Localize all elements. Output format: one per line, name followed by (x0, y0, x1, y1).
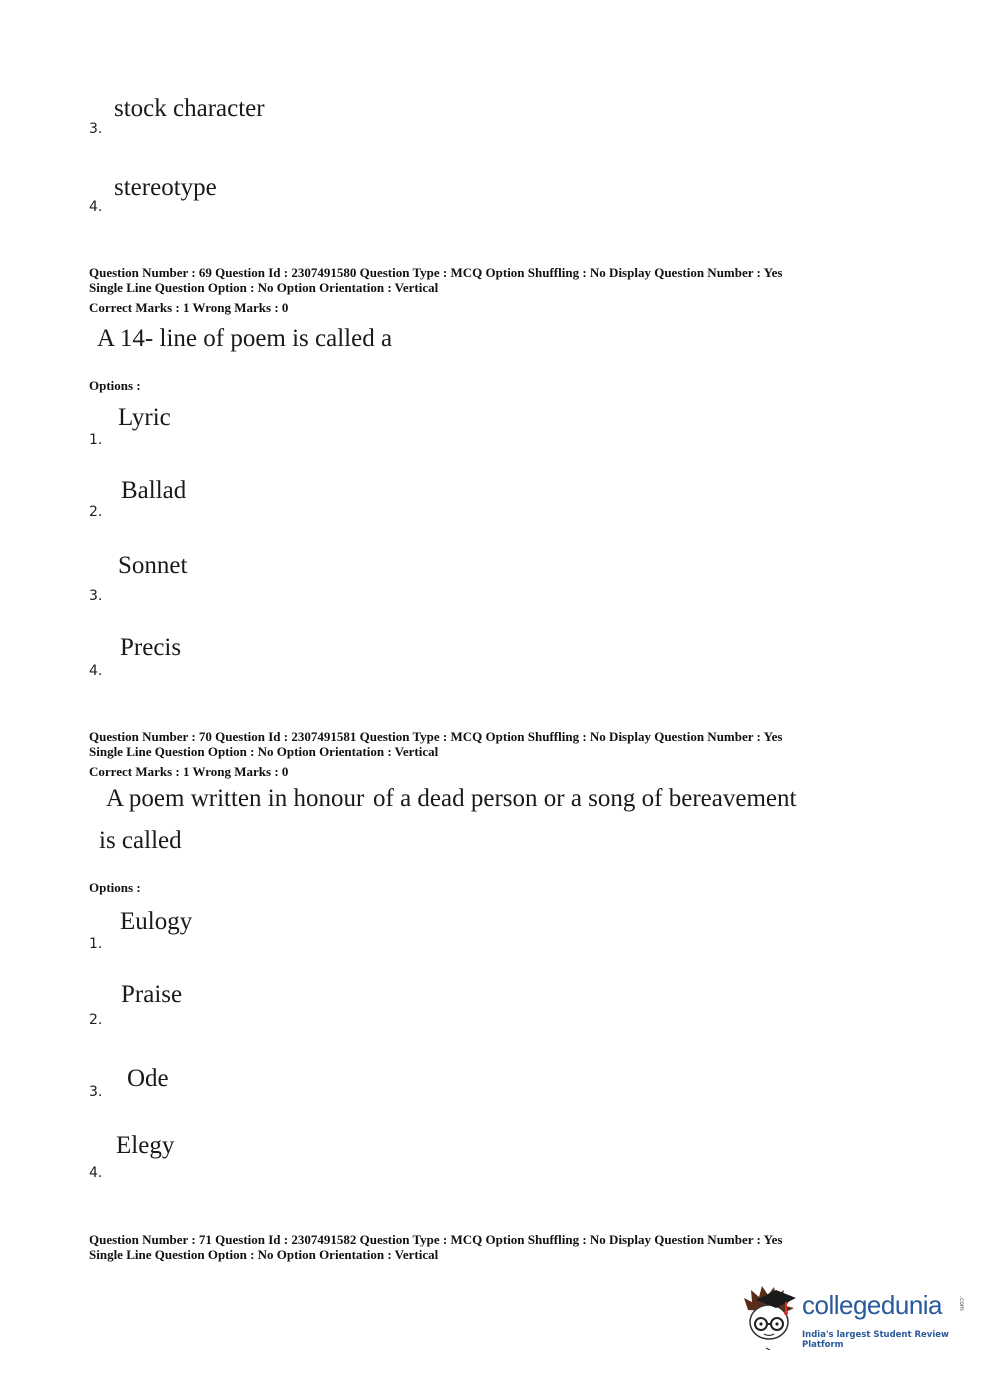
question-meta-line2: Single Line Question Option : No Option Orientation : Vertical (89, 1247, 439, 1262)
option-text: Ballad (121, 477, 187, 504)
option-text: Elegy (116, 1132, 175, 1159)
logo-com: .com (958, 1296, 965, 1311)
option-text: Lyric (118, 404, 171, 431)
mascot-icon (742, 1284, 800, 1350)
question-text-part1: A poem written in honour (106, 785, 365, 812)
option-text: stereotype (114, 174, 217, 201)
question-meta-line1: Question Number : 70 Question Id : 2307491581 Question Type : MCQ Option Shuffling : No Display Question Number : Yes (89, 729, 783, 744)
question-text: A 14- line of poem is called a (97, 325, 393, 352)
option-number: 4. (89, 199, 103, 215)
option-number: 1. (89, 936, 103, 952)
option-text: Praise (121, 981, 183, 1008)
option-number: 3. (89, 588, 103, 604)
option-text: Sonnet (118, 552, 188, 579)
option-number: 3. (89, 1084, 103, 1100)
options-label: Options : (89, 880, 141, 895)
option-text: stock character (114, 95, 265, 122)
option-text: Precis (120, 634, 182, 661)
collegedunia-logo (742, 1284, 972, 1354)
options-label: Options : (89, 378, 141, 393)
option-number: 2. (89, 1012, 103, 1028)
logo-tagline: India's largest Student Review Platform (802, 1330, 949, 1350)
question-meta-line1: Question Number : 71 Question Id : 2307491582 Question Type : MCQ Option Shuffling : No Display Question Number : Yes (89, 1232, 783, 1247)
option-number: 1. (89, 432, 103, 448)
question-meta-line1: Question Number : 69 Question Id : 2307491580 Question Type : MCQ Option Shuffling : No Display Question Number : Yes (89, 265, 783, 280)
question-marks: Correct Marks : 1 Wrong Marks : 0 (89, 300, 289, 315)
question-text-part2: of a dead person or a song of bereavement (373, 785, 797, 812)
question-meta-line2: Single Line Question Option : No Option Orientation : Vertical (89, 744, 439, 759)
question-meta-line2: Single Line Question Option : No Option Orientation : Vertical (89, 280, 439, 295)
option-number: 2. (89, 504, 103, 520)
question-marks: Correct Marks : 1 Wrong Marks : 0 (89, 764, 289, 779)
option-number: 3. (89, 121, 103, 137)
logo-wordmark: collegedunia (802, 1290, 943, 1320)
option-text: Ode (127, 1065, 169, 1092)
option-number: 4. (89, 1165, 103, 1181)
question-text-line2: is called (99, 827, 182, 854)
option-number: 4. (89, 663, 103, 679)
option-text: Eulogy (120, 908, 193, 935)
